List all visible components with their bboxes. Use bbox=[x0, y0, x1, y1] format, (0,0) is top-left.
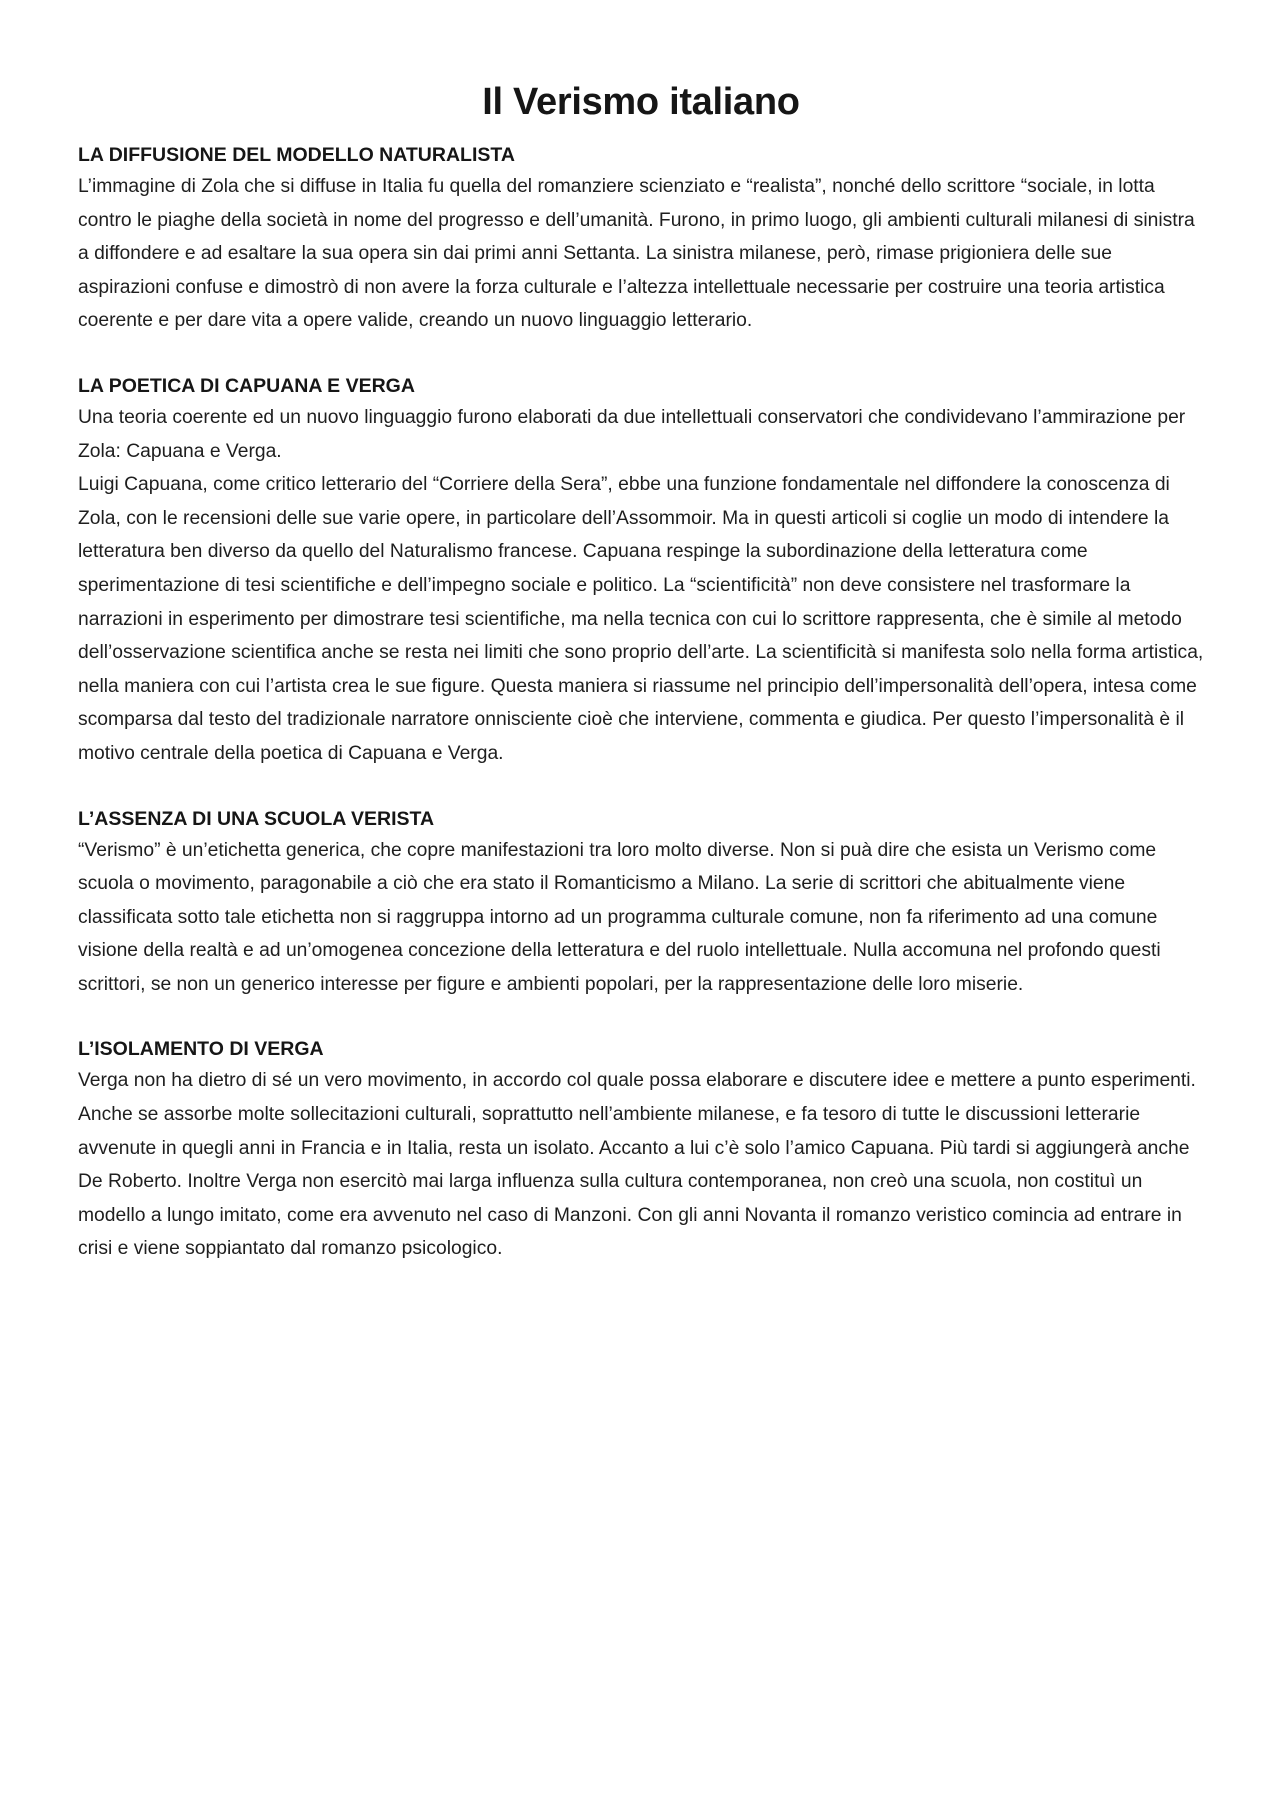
section-heading: L’ASSENZA DI UNA SCUOLA VERISTA bbox=[78, 807, 435, 830]
document-title: Il Verismo italiano bbox=[482, 81, 800, 123]
section-assenza-scuola bbox=[78, 804, 1204, 1002]
section-heading: L’ISOLAMENTO DI VERGA bbox=[78, 1038, 324, 1061]
section-paragraph: Luigi Capuana, come critico letterario del “Corriere della Sera”, ebbe una funzione fondamentale nel diffondere la conoscenza di Zola, con le recensioni delle sue varie opere, in particolare dell’Assommoir. Ma in questi articoli si coglie un modo di intendere la letteratura ben diverso da quello del Naturalismo francese. Capuana respinge la subordinazione della letteratura come sperimentazione di tesi scientifiche e dell’impegno sociale e politico. La “scientificità” non deve consistere nel trasformare la narrazioni in esperimento per dimostrare tesi scientifiche, ma nella tecnica con cui lo scrittore rappresenta, che è simile al metodo dell’osservazione scientifica anche se resta nei limiti che sono proprio dell’arte. La scientificità si manifesta solo nella forma artistica, nella maniera con cui l’artista crea le sue figure. Questa maniera si riassume nel principio dell’impersonalità dell’opera, intesa come scomparsa dal testo del tradizionale narratore onnisciente cioè che interviene, commenta e giudica. Per questo l’impersonalità è il motivo centrale della poetica di Capuana e Verga. bbox=[78, 474, 1204, 764]
section-isolamento-verga bbox=[78, 1034, 1204, 1266]
section-diffusione bbox=[78, 140, 1204, 338]
section-paragraph: “Verismo” è un’etichetta generica, che copre manifestazioni tra loro molto diverse. Non si puà dire che esista un Verismo come scuola o movimento, paragonabile a ciò che era stato il Romanticismo a Milano. La serie di scrittori che abitualmente viene classificata sotto tale etichetta non si raggruppa intorno ad un programma culturale comune, non fa riferimento ad una comune visione della realtà e ad un’omogenea concezione della letteratura e del ruolo intellettuale. Nulla accomuna nel profondo questi scrittori, se non un generico interesse per figure e ambienti popolari, per la rappresentazione delle loro miserie. bbox=[78, 839, 1161, 995]
section-paragraph: Una teoria coerente ed un nuovo linguaggio furono elaborati da due intellettuali conservatori che condividevano l’ammirazione per Zola: Capuana e Verga. bbox=[78, 406, 1186, 462]
section-heading: LA DIFFUSIONE DEL MODELLO NATURALISTA bbox=[78, 144, 515, 166]
section-paragraph: L’immagine di Zola che si diffuse in Italia fu quella del romanziere scienziato e “realista”, nonché dello scrittore “sociale, in lotta contro le piaghe della società in nome del progresso e dell’umanità. Furono, in primo luogo, gli ambienti culturali milanesi di sinistra a diffondere e ad esaltare la sua opera sin dai primi anni Settanta. La sinistra milanese, però, rimase prigioniera delle sue aspirazioni confuse e dimostrò di non avere la forza culturale e l’altezza intellettuale necessarie per costruire una teoria artistica coerente e per dare vita a opere valide, creando un nuovo linguaggio letterario. bbox=[78, 176, 1195, 332]
section-poetica bbox=[78, 371, 1204, 771]
section-paragraph: Verga non ha dietro di sé un vero movimento, in accordo col quale possa elaborare e discutere idee e mettere a punto esperimenti. Anche se assorbe molte sollecitazioni culturali, soprattutto nell’ambiente milanese, e fa tesoro di tutte le discussioni letterarie avvenute in quegli anni in Francia e in Italia, resta un isolato. Accanto a lui c’è solo l’amico Capuana. Più tardi si aggiungerà anche De Roberto. Inoltre Verga non esercitò mai larga influenza sulla cultura contemporanea, non creò una scuola, non costituì un modello a lungo imitato, come era avvenuto nel caso di Manzoni. Con gli anni Novanta il romanzo veristico comincia ad entrare in crisi e viene soppiantato dal romanzo psicologico. bbox=[78, 1070, 1196, 1260]
section-heading: LA POETICA DI CAPUANA E VERGA bbox=[78, 374, 415, 397]
